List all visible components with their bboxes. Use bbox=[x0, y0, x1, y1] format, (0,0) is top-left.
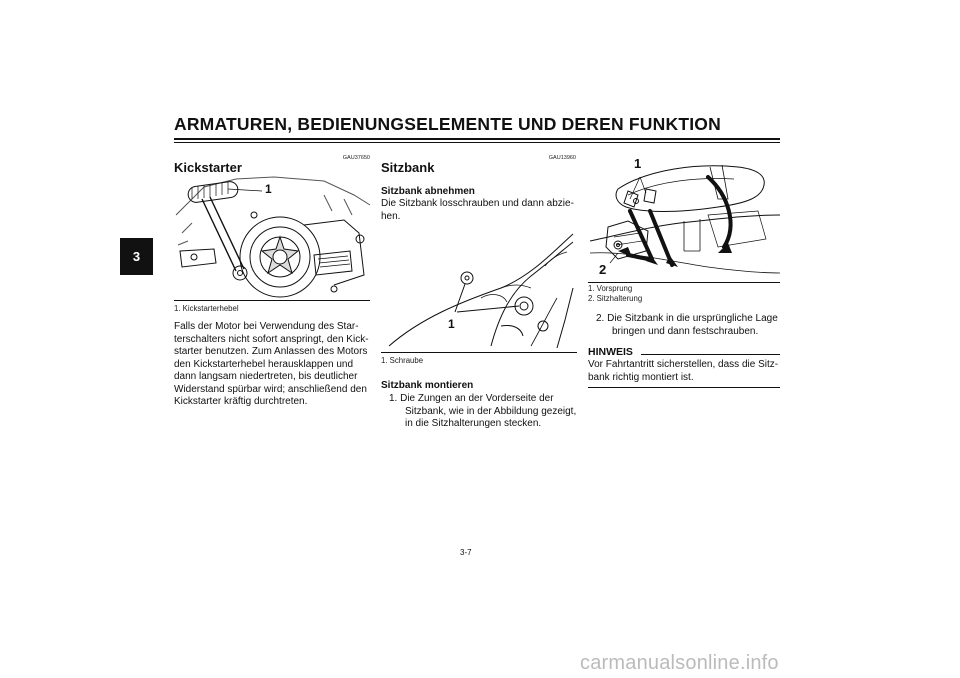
hinweis-title: HINWEIS bbox=[588, 346, 633, 358]
hinweis-rule bbox=[641, 354, 780, 355]
heading-sitzbank-montieren: Sitzbank montieren bbox=[381, 380, 474, 391]
section-code: GAU13960 bbox=[548, 155, 576, 161]
seat-bracket-illustration bbox=[588, 155, 780, 280]
section-code: GAU37650 bbox=[342, 155, 370, 161]
captions-right: 1. Vorsprung 2. Sitzhalterung bbox=[588, 284, 643, 303]
kickstarter-body: Falls der Motor bei Verwendung des Star- terschalters nicht sofort anspringt, den Kick- starter benutzen. Zum Anlassen des Motors den Kickstarterhebel herausklappen und dann langsam niedertreten, bis deutlicher Widerstand spürbar wird; anschließend den Kickstarter kräftig durchtreten. bbox=[174, 321, 369, 407]
caption-rule bbox=[588, 282, 780, 283]
callout-1: 1 bbox=[634, 156, 642, 171]
seat-screw-illustration bbox=[381, 228, 577, 350]
caption-rule bbox=[381, 352, 577, 353]
callout-1: 1 bbox=[448, 317, 455, 331]
install-steps: 1. Die Zungen an der Vorderseite der Sitzbank, wie in der Abbildung gezeigt, in die Sitzhalterungen stecken. bbox=[389, 393, 577, 429]
chapter-tab[interactable]: 3 bbox=[120, 238, 153, 275]
section-title-sitzbank: Sitzbank bbox=[381, 160, 435, 175]
hinweis-rule-bottom bbox=[588, 387, 780, 388]
watermark[interactable]: carmanualsonline.info bbox=[580, 652, 779, 674]
page-title: ARMATUREN, BEDIENUNGSELEMENTE UND DEREN FUNKTION bbox=[174, 114, 721, 134]
remove-body: Die Sitzbank losschrauben und dann abzie- hen. bbox=[381, 198, 574, 222]
callout-1: 1 bbox=[265, 182, 272, 196]
caption-kickstarterhebel: 1. Kickstarterhebel bbox=[174, 304, 239, 313]
page-number: 3-7 bbox=[460, 548, 472, 557]
header-rule-thin bbox=[174, 142, 780, 143]
caption-rule bbox=[174, 300, 370, 301]
heading-sitzbank-abnehmen: Sitzbank abnehmen bbox=[381, 186, 475, 197]
section-title-kickstarter: Kickstarter bbox=[174, 160, 242, 175]
kickstarter-illustration bbox=[174, 175, 370, 297]
caption-schraube: 1. Schraube bbox=[381, 356, 424, 365]
callout-2: 2 bbox=[599, 262, 607, 277]
header-rule bbox=[174, 138, 780, 140]
step-2: 2. Die Sitzbank in die ursprüngliche Lage bringen und dann festschrauben. bbox=[596, 313, 778, 337]
hinweis-body: Vor Fahrtantritt sicherstellen, dass die Sitz- bank richtig montiert ist. bbox=[588, 359, 779, 383]
